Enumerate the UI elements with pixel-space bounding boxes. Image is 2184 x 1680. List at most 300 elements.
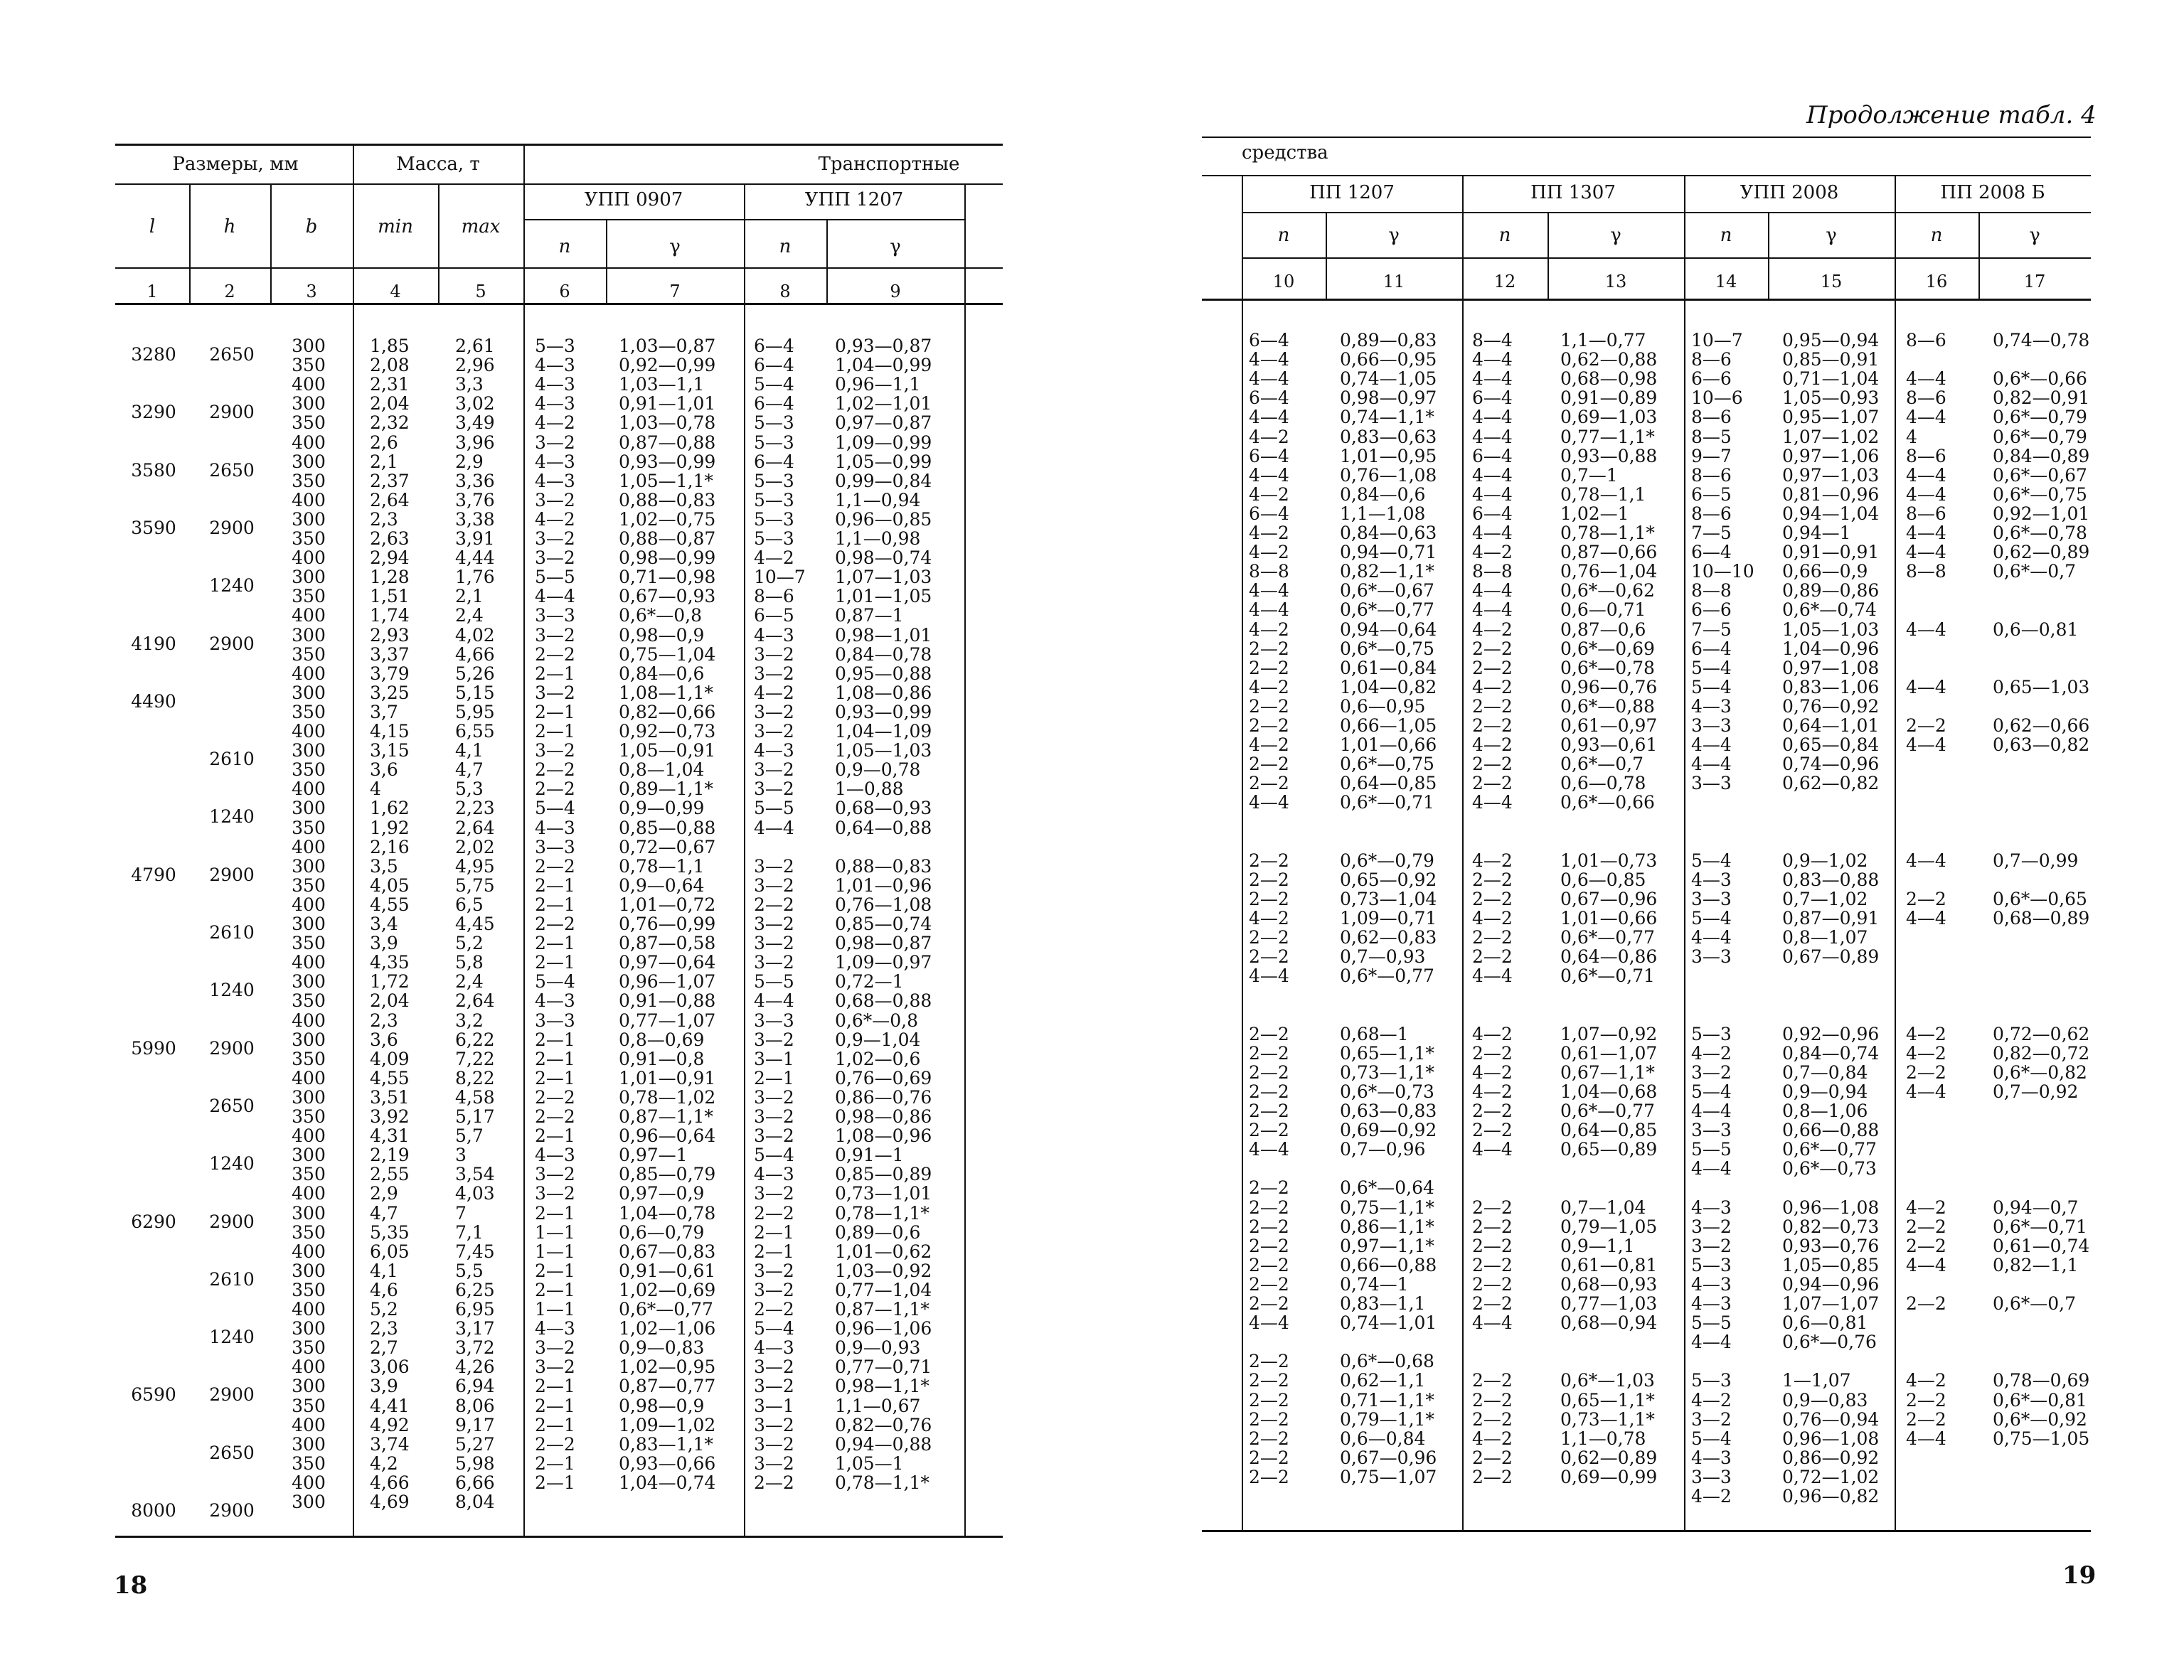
cell-min: 1,72 bbox=[370, 971, 410, 993]
cell-gamma: 0,63—0,83 bbox=[1340, 1101, 1437, 1121]
cell-b: 300 bbox=[292, 1029, 326, 1050]
cell-gamma: 0,84—0,6 bbox=[619, 663, 705, 684]
cell-n: 3—3 bbox=[1691, 1120, 1732, 1141]
cell-n: 3—2 bbox=[754, 1260, 794, 1281]
cell-n: 2—1 bbox=[535, 1395, 575, 1416]
cell-gamma: 0,9—0,94 bbox=[1782, 1081, 1868, 1102]
cell-max: 6,25 bbox=[455, 1279, 495, 1300]
cell-gamma: 0,75—1,04 bbox=[619, 643, 716, 665]
cell-gamma: 0,6*—0,71 bbox=[1340, 792, 1434, 813]
cell-min: 3,9 bbox=[370, 1376, 398, 1397]
cell-l: 3590 bbox=[131, 517, 176, 538]
cell-n: 4—2 bbox=[535, 412, 575, 434]
cell-n: 2—2 bbox=[1472, 1293, 1513, 1314]
cell-gamma: 0,77—1,03 bbox=[1560, 1293, 1658, 1314]
cell-n: 4—4 bbox=[1472, 1139, 1513, 1160]
cell-max: 7,1 bbox=[455, 1221, 484, 1243]
cell-n: 2—2 bbox=[1906, 1061, 1946, 1083]
cell-gamma: 0,9—0,64 bbox=[619, 874, 705, 896]
cell-gamma: 0,62—0,89 bbox=[1560, 1447, 1658, 1468]
cell-n: 6—6 bbox=[1691, 368, 1732, 390]
cell-n: 8—6 bbox=[1906, 445, 1946, 466]
cell-gamma: 1,08—0,86 bbox=[835, 682, 932, 703]
cell-min: 2,55 bbox=[370, 1164, 410, 1185]
cell-n: 2—2 bbox=[1249, 1428, 1289, 1449]
cell-n: 4—3 bbox=[535, 451, 575, 472]
cell-n: 2—1 bbox=[535, 1202, 575, 1224]
cell-gamma: 0,93—0,87 bbox=[835, 336, 932, 356]
cell-gamma: 0,94—0,96 bbox=[1782, 1273, 1880, 1295]
cell-min: 2,7 bbox=[370, 1337, 398, 1359]
right-page bbox=[1109, 0, 2184, 1680]
cell-n: 4—4 bbox=[535, 586, 575, 607]
cell-gamma: 0,79—1,05 bbox=[1560, 1216, 1658, 1237]
cell-gamma: 0,6—0,78 bbox=[1560, 773, 1646, 794]
cell-n: 5—3 bbox=[754, 432, 794, 453]
cell-gamma: 1,09—0,71 bbox=[1340, 908, 1437, 929]
cell-n: 6—4 bbox=[1691, 542, 1732, 563]
cell-gamma: 0,93—0,99 bbox=[619, 451, 716, 472]
cell-n: 3—3 bbox=[1691, 946, 1732, 968]
cell-n: 3—1 bbox=[754, 1395, 794, 1416]
cell-gamma: 1,08—1,1* bbox=[619, 682, 713, 703]
cell-b: 350 bbox=[292, 1164, 326, 1185]
cell-gamma: 1,03—0,92 bbox=[835, 1260, 932, 1281]
cell-n: 4—4 bbox=[1249, 580, 1289, 601]
cell-gamma: 0,97—1,03 bbox=[1782, 464, 1880, 486]
cell-gamma: 0,7—0,93 bbox=[1340, 946, 1426, 968]
cell-h: 2650 bbox=[209, 459, 255, 481]
cell-gamma: 0,6*—0,73 bbox=[1782, 1158, 1877, 1179]
cell-gamma: 0,6*—0,75 bbox=[1993, 483, 2087, 505]
running-title: Продолжение табл. 4 bbox=[1806, 101, 2097, 129]
cell-n: 2—2 bbox=[535, 779, 575, 800]
cell-n: 4—3 bbox=[754, 740, 794, 761]
cell-gamma: 1,01—0,66 bbox=[1340, 734, 1437, 756]
cell-n: 4—4 bbox=[1906, 483, 1946, 505]
cell-n: 6—4 bbox=[754, 336, 794, 356]
cell-gamma: 0,94—1,04 bbox=[1782, 503, 1880, 524]
cell-max: 5,3 bbox=[455, 779, 484, 800]
cell-n: 4—2 bbox=[1472, 1061, 1513, 1083]
cell-min: 2,3 bbox=[370, 1010, 398, 1031]
cell-n: 3—2 bbox=[535, 547, 575, 569]
cell-gamma: 0,6*—0,67 bbox=[1993, 464, 2087, 486]
cell-gamma: 1,01—0,62 bbox=[835, 1241, 932, 1262]
cell-n: 4—4 bbox=[1249, 965, 1289, 987]
cell-n: 4—3 bbox=[535, 355, 575, 376]
header-gamma9: γ bbox=[890, 236, 901, 257]
cell-gamma: 0,84—0,78 bbox=[835, 643, 932, 665]
header-n6: n bbox=[558, 236, 571, 257]
cell-n: 4—4 bbox=[1472, 523, 1513, 543]
cell-gamma: 0,98—0,97 bbox=[1340, 387, 1437, 409]
header-rule-sub bbox=[1242, 212, 2091, 213]
cell-max: 7,45 bbox=[455, 1241, 495, 1262]
cell-gamma: 0,72—0,62 bbox=[1993, 1023, 2090, 1044]
cell-min: 4,05 bbox=[370, 874, 410, 896]
cell-gamma: 0,91—0,61 bbox=[619, 1260, 716, 1281]
cell-n: 4—4 bbox=[1249, 349, 1289, 370]
cell-n: 8—6 bbox=[1906, 387, 1946, 409]
cell-gamma: 0,76—0,69 bbox=[835, 1067, 932, 1088]
cell-b: 300 bbox=[292, 567, 326, 588]
cell-n: 1—1 bbox=[535, 1221, 575, 1243]
cell-n: 4—4 bbox=[1906, 619, 1946, 640]
cell-gamma: 0,89—0,6 bbox=[835, 1221, 921, 1243]
cell-gamma: 0,87—0,77 bbox=[619, 1376, 716, 1397]
cell-gamma: 0,7—0,92 bbox=[1993, 1081, 2079, 1102]
cell-gamma: 1,05—1,1* bbox=[619, 470, 713, 491]
column-number: 9 bbox=[890, 282, 901, 301]
header-n16: n bbox=[1930, 225, 1943, 246]
column-number: 1 bbox=[147, 282, 158, 301]
cell-gamma: 0,98—1,01 bbox=[835, 624, 932, 646]
cell-n: 2—2 bbox=[1472, 754, 1513, 775]
cell-gamma: 0,86—1,1* bbox=[1340, 1216, 1434, 1237]
vline bbox=[1684, 176, 1685, 1530]
cell-gamma: 0,89—1,1* bbox=[619, 779, 713, 800]
cell-n: 2—2 bbox=[535, 914, 575, 934]
cell-n: 2—2 bbox=[535, 643, 575, 665]
cell-gamma: 0,66—0,95 bbox=[1340, 349, 1437, 370]
cell-gamma: 1,03—0,87 bbox=[619, 336, 716, 356]
column-number: 15 bbox=[1820, 272, 1843, 291]
cell-max: 5,15 bbox=[455, 682, 495, 703]
header-rule-names bbox=[115, 267, 1003, 269]
cell-gamma: 0,6*—0,77 bbox=[1340, 599, 1434, 621]
vline bbox=[1242, 176, 1243, 1530]
cell-gamma: 0,8—1,07 bbox=[1782, 927, 1868, 948]
column-number: 3 bbox=[306, 282, 317, 301]
cell-n: 2—1 bbox=[535, 663, 575, 684]
cell-n: 3—2 bbox=[754, 721, 794, 742]
cell-n: 5—5 bbox=[1691, 1139, 1732, 1160]
cell-n: 6—4 bbox=[754, 451, 794, 472]
cell-n: 2—2 bbox=[1906, 1216, 1946, 1237]
cell-gamma: 0,64—0,86 bbox=[1560, 946, 1658, 968]
cell-gamma: 1,02—0,6 bbox=[835, 1048, 921, 1069]
cell-n: 2—2 bbox=[1906, 1235, 1946, 1256]
cell-gamma: 0,64—0,85 bbox=[1560, 1120, 1658, 1141]
cell-gamma: 0,9—0,99 bbox=[619, 798, 705, 819]
vline bbox=[523, 145, 525, 1536]
cell-gamma: 0,66—0,88 bbox=[1340, 1254, 1437, 1275]
cell-n: 8—8 bbox=[1249, 561, 1289, 582]
cell-n: 2—2 bbox=[1472, 1120, 1513, 1141]
cell-min: 4,55 bbox=[370, 1067, 410, 1088]
cell-max: 4,7 bbox=[455, 759, 484, 781]
cell-n: 6—4 bbox=[1472, 503, 1513, 524]
cell-gamma: 1,1—0,78 bbox=[1560, 1428, 1646, 1449]
cell-b: 300 bbox=[292, 740, 326, 761]
cell-n: 4—4 bbox=[1906, 523, 1946, 543]
cell-n: 4—2 bbox=[1249, 676, 1289, 697]
cell-gamma: 0,83—1,1* bbox=[619, 1433, 713, 1455]
cell-max: 3,17 bbox=[455, 1318, 495, 1339]
cell-n: 5—5 bbox=[1691, 1312, 1732, 1334]
vline bbox=[353, 145, 354, 1536]
cell-n: 2—2 bbox=[535, 1106, 575, 1127]
cell-n: 2—1 bbox=[535, 874, 575, 896]
cell-n: 3—2 bbox=[754, 1279, 794, 1300]
column-number: 7 bbox=[669, 282, 681, 301]
vline bbox=[964, 185, 966, 1536]
cell-n: 3—2 bbox=[754, 1357, 794, 1378]
cell-gamma: 1,02—1,06 bbox=[619, 1318, 716, 1339]
cell-n: 4—3 bbox=[1691, 869, 1732, 890]
cell-n: 3—2 bbox=[754, 1086, 794, 1108]
cell-n: 2—2 bbox=[1249, 850, 1289, 871]
cell-max: 5,26 bbox=[455, 663, 495, 684]
cell-gamma: 0,75—1,07 bbox=[1340, 1466, 1437, 1487]
cell-gamma: 0,83—0,63 bbox=[1340, 426, 1437, 447]
cell-gamma: 0,61—0,74 bbox=[1993, 1235, 2090, 1256]
cell-n: 10—7 bbox=[754, 567, 806, 588]
cell-b: 300 bbox=[292, 451, 326, 472]
cell-b: 400 bbox=[292, 547, 326, 569]
cell-n: 4—2 bbox=[1249, 619, 1289, 640]
cell-gamma: 0,7—1 bbox=[1560, 464, 1618, 486]
cell-h: 1240 bbox=[209, 1153, 255, 1175]
cell-n: 4—2 bbox=[1249, 523, 1289, 543]
cell-n: 3—2 bbox=[754, 933, 794, 954]
cell-n: 3—2 bbox=[754, 914, 794, 934]
cell-b: 300 bbox=[292, 1376, 326, 1397]
cell-gamma: 0,6—0,81 bbox=[1782, 1312, 1868, 1334]
cell-gamma: 0,67—1,1* bbox=[1560, 1061, 1655, 1083]
cell-n: 2—2 bbox=[1249, 1466, 1289, 1487]
cell-gamma: 0,88—0,87 bbox=[619, 528, 716, 549]
cell-min: 2,31 bbox=[370, 374, 410, 395]
cell-gamma: 0,77—0,71 bbox=[835, 1357, 932, 1378]
cell-b: 350 bbox=[292, 990, 326, 1012]
cell-n: 9—7 bbox=[1691, 445, 1732, 466]
cell-gamma: 0,9—0,83 bbox=[619, 1337, 705, 1359]
cell-l: 3290 bbox=[131, 402, 176, 423]
cell-min: 1,74 bbox=[370, 605, 410, 626]
cell-gamma: 0,74—1 bbox=[1340, 1273, 1409, 1295]
cell-gamma: 0,98—0,87 bbox=[835, 933, 932, 954]
table-top-rule bbox=[115, 144, 1003, 146]
cell-gamma: 0,6*—0,67 bbox=[1340, 580, 1434, 601]
cell-n: 2—2 bbox=[1249, 1254, 1289, 1275]
cell-n: 7—5 bbox=[1691, 523, 1732, 543]
cell-n: 2—1 bbox=[535, 1048, 575, 1069]
cell-gamma: 0,6*—0,79 bbox=[1993, 407, 2087, 428]
cell-b: 350 bbox=[292, 701, 326, 722]
cell-gamma: 0,87—0,88 bbox=[619, 432, 716, 453]
cell-max: 3,49 bbox=[455, 412, 495, 434]
cell-n: 4—2 bbox=[754, 547, 794, 569]
cell-max: 2,4 bbox=[455, 605, 484, 626]
cell-max: 2,1 bbox=[455, 586, 484, 607]
cell-gamma: 1,1—0,67 bbox=[835, 1395, 921, 1416]
cell-n: 6—4 bbox=[1472, 387, 1513, 409]
cell-min: 4,92 bbox=[370, 1414, 410, 1435]
cell-n: 2—2 bbox=[1249, 1351, 1289, 1372]
cell-max: 5,98 bbox=[455, 1452, 495, 1474]
cell-gamma: 0,87—1,1* bbox=[835, 1299, 929, 1320]
cell-n: 5—3 bbox=[754, 489, 794, 510]
cell-n: 4—3 bbox=[535, 470, 575, 491]
cell-gamma: 0,92—0,96 bbox=[1782, 1023, 1880, 1044]
cell-b: 400 bbox=[292, 1414, 326, 1435]
header-gamma13: γ bbox=[1610, 225, 1621, 246]
header-rule-sizes bbox=[115, 183, 353, 185]
cell-n: 2—2 bbox=[1472, 638, 1513, 659]
cell-min: 4,31 bbox=[370, 1125, 410, 1147]
cell-max: 2,02 bbox=[455, 836, 495, 857]
cell-min: 3,9 bbox=[370, 933, 398, 954]
cell-n: 4—2 bbox=[1472, 908, 1513, 929]
cell-n: 3—2 bbox=[754, 779, 794, 800]
cell-h: 2900 bbox=[209, 517, 255, 538]
cell-gamma: 0,65—1,1* bbox=[1560, 1389, 1655, 1411]
cell-gamma: 1,01—0,73 bbox=[1560, 850, 1658, 871]
page-number-right: 19 bbox=[2062, 1561, 2097, 1590]
cell-n: 2—2 bbox=[535, 855, 575, 877]
cell-max: 1,76 bbox=[455, 567, 495, 588]
cell-n: 8—5 bbox=[1691, 426, 1732, 447]
cell-h: 2650 bbox=[209, 344, 255, 365]
cell-n: 5—4 bbox=[1691, 1081, 1732, 1102]
cell-n: 5—4 bbox=[535, 798, 575, 819]
cell-gamma: 0,9—0,93 bbox=[835, 1337, 921, 1359]
cell-n: 2—2 bbox=[1472, 695, 1513, 717]
header-pp1307: ПП 1307 bbox=[1530, 182, 1616, 203]
cell-n: 2—2 bbox=[1472, 1370, 1513, 1391]
cell-gamma: 0,6*—0,88 bbox=[1560, 695, 1655, 717]
cell-gamma: 0,6—0,85 bbox=[1560, 869, 1646, 890]
cell-gamma: 0,6—0,81 bbox=[1993, 619, 2079, 640]
continuation-label: средства bbox=[1242, 142, 1328, 164]
cell-n: 2—1 bbox=[535, 721, 575, 742]
cell-gamma: 1,05—0,85 bbox=[1782, 1254, 1880, 1275]
cell-min: 3,79 bbox=[370, 663, 410, 684]
cell-n: 3—2 bbox=[754, 1433, 794, 1455]
cell-n: 3—2 bbox=[754, 1414, 794, 1435]
cell-n: 4—4 bbox=[1906, 908, 1946, 929]
cell-n: 3—3 bbox=[535, 605, 575, 626]
cell-n: 3—3 bbox=[1691, 888, 1732, 909]
cell-gamma: 0,7—0,99 bbox=[1993, 850, 2079, 871]
cell-n: 3—2 bbox=[754, 1125, 794, 1147]
cell-n: 4—2 bbox=[1472, 542, 1513, 563]
cell-n: 3—2 bbox=[754, 1452, 794, 1474]
cell-b: 350 bbox=[292, 1452, 326, 1474]
table-bottom-rule bbox=[115, 1536, 1003, 1538]
cell-n: 2—2 bbox=[1472, 1235, 1513, 1256]
cell-gamma: 0,6*—0,75 bbox=[1340, 638, 1434, 659]
cell-b: 300 bbox=[292, 1433, 326, 1455]
cell-n: 4—4 bbox=[754, 990, 794, 1012]
cell-gamma: 0,95—0,88 bbox=[835, 663, 932, 684]
cell-n: 2—2 bbox=[1472, 1389, 1513, 1411]
cell-min: 2,32 bbox=[370, 412, 410, 434]
cell-gamma: 0,82—0,76 bbox=[835, 1414, 932, 1435]
cell-n: 3—2 bbox=[754, 643, 794, 665]
header-rule-groups bbox=[1202, 175, 2091, 176]
cell-gamma: 0,6*—0,64 bbox=[1340, 1177, 1434, 1199]
cell-gamma: 0,96—0,64 bbox=[619, 1125, 716, 1147]
cell-n: 4—4 bbox=[1249, 368, 1289, 390]
cell-max: 2,64 bbox=[455, 990, 495, 1012]
cell-n: 4—2 bbox=[1472, 1081, 1513, 1102]
cell-gamma: 0,65—1,03 bbox=[1993, 676, 2090, 697]
cell-max: 2,4 bbox=[455, 971, 484, 993]
cell-n: 4—4 bbox=[1249, 599, 1289, 621]
cell-gamma: 1,08—0,96 bbox=[835, 1125, 932, 1147]
cell-l: 4490 bbox=[131, 690, 176, 712]
cell-min: 2,08 bbox=[370, 355, 410, 376]
cell-gamma: 0,86—0,76 bbox=[835, 1086, 932, 1108]
cell-min: 4 bbox=[370, 779, 381, 800]
cell-gamma: 0,75—1,1* bbox=[1340, 1197, 1434, 1218]
cell-n: 2—2 bbox=[535, 1433, 575, 1455]
cell-h: 2610 bbox=[209, 922, 255, 943]
cell-n: 3—2 bbox=[754, 1183, 794, 1204]
cell-max: 6,66 bbox=[455, 1472, 495, 1493]
cell-gamma: 1,07—1,02 bbox=[1782, 426, 1880, 447]
vline bbox=[744, 185, 745, 1536]
cell-min: 2,3 bbox=[370, 508, 398, 530]
cell-gamma: 0,87—0,66 bbox=[1560, 542, 1658, 563]
cell-l: 6590 bbox=[131, 1384, 176, 1406]
cell-gamma: 0,82—0,66 bbox=[619, 701, 716, 722]
cell-gamma: 0,96—1,06 bbox=[835, 1318, 932, 1339]
cell-n: 4—2 bbox=[1691, 1389, 1732, 1411]
cell-n: 4—4 bbox=[1472, 464, 1513, 486]
cell-n: 10—7 bbox=[1691, 330, 1743, 351]
cell-max: 4,1 bbox=[455, 740, 484, 761]
cell-n: 6—5 bbox=[754, 605, 794, 626]
header-n8: n bbox=[779, 236, 792, 257]
cell-min: 4,66 bbox=[370, 1472, 410, 1493]
cell-n: 3—2 bbox=[754, 663, 794, 684]
cell-gamma: 0,65—1,1* bbox=[1340, 1042, 1434, 1064]
cell-gamma: 0,93—0,76 bbox=[1782, 1235, 1880, 1256]
column-number: 13 bbox=[1604, 272, 1627, 291]
cell-n: 2—2 bbox=[1249, 1197, 1289, 1218]
cell-n: 3—2 bbox=[1691, 1216, 1732, 1237]
cell-gamma: 0,6*—0,8 bbox=[619, 605, 703, 626]
cell-n: 5—4 bbox=[1691, 850, 1732, 871]
cell-n: 2—2 bbox=[1472, 1447, 1513, 1468]
cell-gamma: 0,76—1,04 bbox=[1560, 561, 1658, 582]
cell-gamma: 0,67—0,83 bbox=[619, 1241, 716, 1262]
cell-gamma: 1,09—1,02 bbox=[619, 1414, 716, 1435]
cell-n: 4—4 bbox=[1472, 426, 1513, 447]
cell-n: 4—4 bbox=[1906, 1428, 1946, 1449]
cell-n: 4—3 bbox=[754, 1337, 794, 1359]
cell-b: 350 bbox=[292, 933, 326, 954]
cell-h: 1240 bbox=[209, 1327, 255, 1348]
cell-max: 6,22 bbox=[455, 1029, 495, 1050]
cell-n: 4—4 bbox=[1691, 734, 1732, 756]
cell-b: 300 bbox=[292, 682, 326, 703]
cell-n: 4—4 bbox=[1906, 1081, 1946, 1102]
cell-gamma: 0,61—0,81 bbox=[1560, 1254, 1658, 1275]
cell-n: 2—2 bbox=[1249, 715, 1289, 736]
cell-b: 400 bbox=[292, 1241, 326, 1262]
cell-b: 400 bbox=[292, 432, 326, 453]
cell-n: 8—6 bbox=[1691, 349, 1732, 370]
cell-gamma: 0,6*—0,81 bbox=[1993, 1389, 2087, 1411]
cell-gamma: 1,03—0,78 bbox=[619, 412, 716, 434]
cell-n: 3—3 bbox=[1691, 1466, 1732, 1487]
cell-max: 5,95 bbox=[455, 701, 495, 722]
